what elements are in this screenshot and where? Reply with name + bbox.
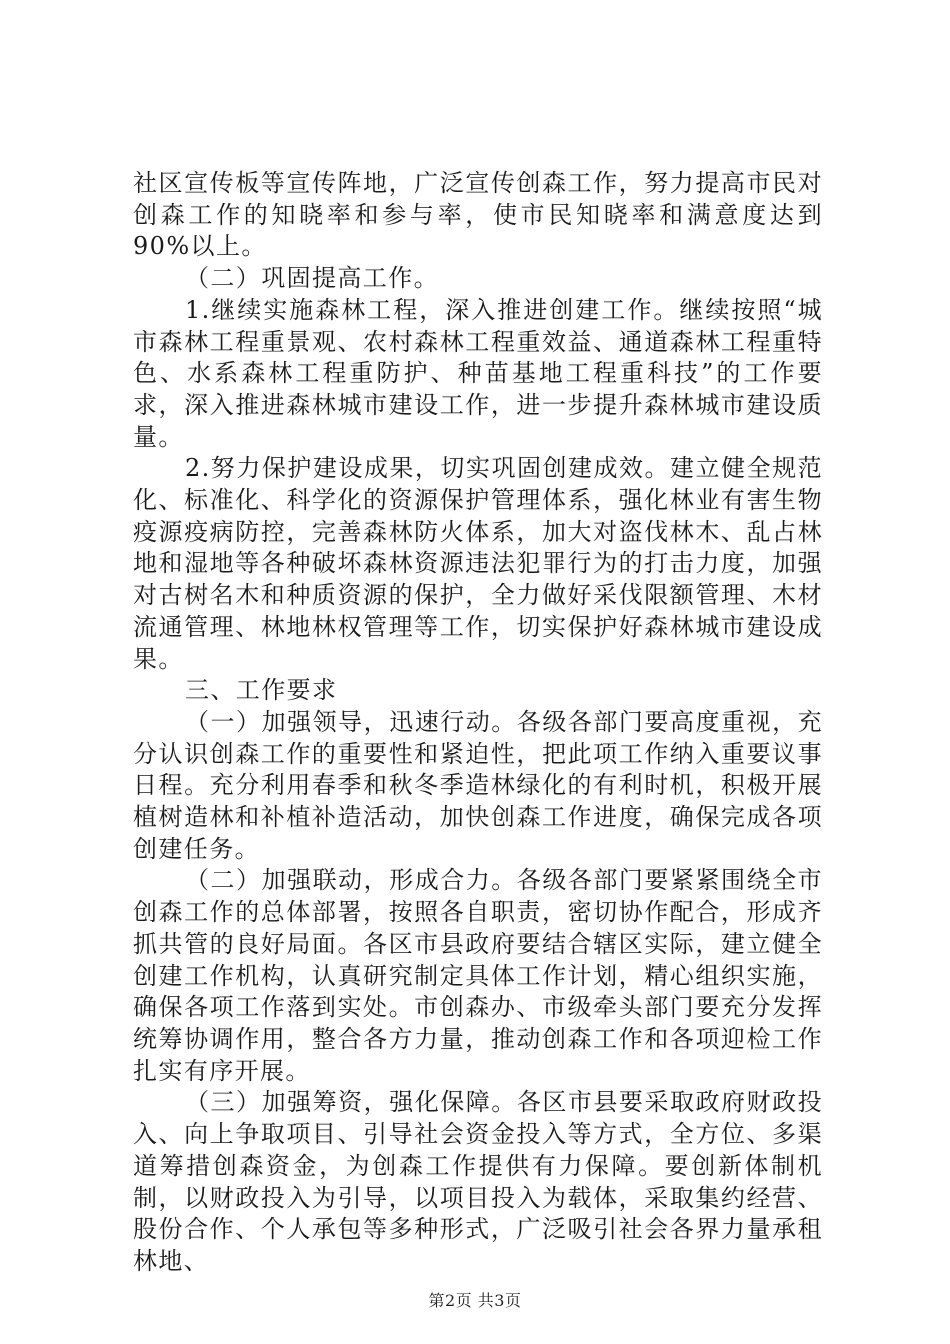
paragraph-item-2: 2.努力保护建设成果，切实巩固创建成效。建立健全规范化、标准化、科学化的资源保护管理体系，强化林业有害生物疫源疫病防控，完善森林防火体系，加大对盗伐林木、乱占林地和湿地等各种破坏森林资源违法犯罪行为的打击力度，加强对古树名木和种质资源的保护，全力做好采伐限额管理、木材流通管理、林地林权管理等工作，切实保护好森林城市建设成果。 — [133, 454, 823, 673]
paragraph-requirement-1: （一）加强领导，迅速行动。各级各部门要高度重视，充分认识创森工作的重要性和紧迫性，把此项工作纳入重要议事日程。充分利用春季和秋冬季造林绿化的有利时机，积极开展植树造林和补植补造活动，加快创森工作进度，确保完成各项创建任务。 — [133, 707, 823, 863]
paragraph-publicity: 社区宣传板等宣传阵地，广泛宣传创森工作，努力提高市民对创森工作的知晓率和参与率，使市民知晓率和满意度达到90%以上。 — [133, 169, 823, 261]
paragraph-requirement-3: （三）加强筹资，强化保障。各区市县要采取政府财政投入、向上争取项目、引导社会资金投入等方式，全方位、多渠道筹措创森资金，为创森工作提供有力保障。要创新体制机制，以财政投入为引导，以项目投入为载体，采取集约经营、股份合作、个人承包等多种形式，广泛吸引社会各界力量承租林地、 — [133, 1088, 823, 1275]
section-heading-consolidate: （二）巩固提高工作。 — [185, 264, 439, 293]
section-heading-requirements: 三、工作要求 — [185, 676, 338, 705]
document-body — [133, 168, 823, 1278]
paragraph-item-1: 1.继续实施森林工程，深入推进创建工作。继续按照“城市森林工程重景观、农村森林工程重效益、通道森林工程重特色、水系森林工程重防护、种苗基地工程重科技”的工作要求，深入推进森林城市建设工作，进一步提升森林城市建设质量。 — [133, 295, 823, 451]
page-number-footer: 第2页 共3页 — [428, 1291, 522, 1310]
paragraph-requirement-2: （二）加强联动，形成合力。各级各部门要紧紧围绕全市创森工作的总体部署，按照各自职责，密切协作配合，形成齐抓共管的良好局面。各区市县政府要结合辖区实际，建立健全创建工作机构，认真研究制定具体工作计划，精心组织实施，确保各项工作落到实处。市创森办、市级牵头部门要充分发挥统筹协调作用，整合各方力量，推动创森工作和各项迎检工作扎实有序开展。 — [133, 866, 823, 1085]
